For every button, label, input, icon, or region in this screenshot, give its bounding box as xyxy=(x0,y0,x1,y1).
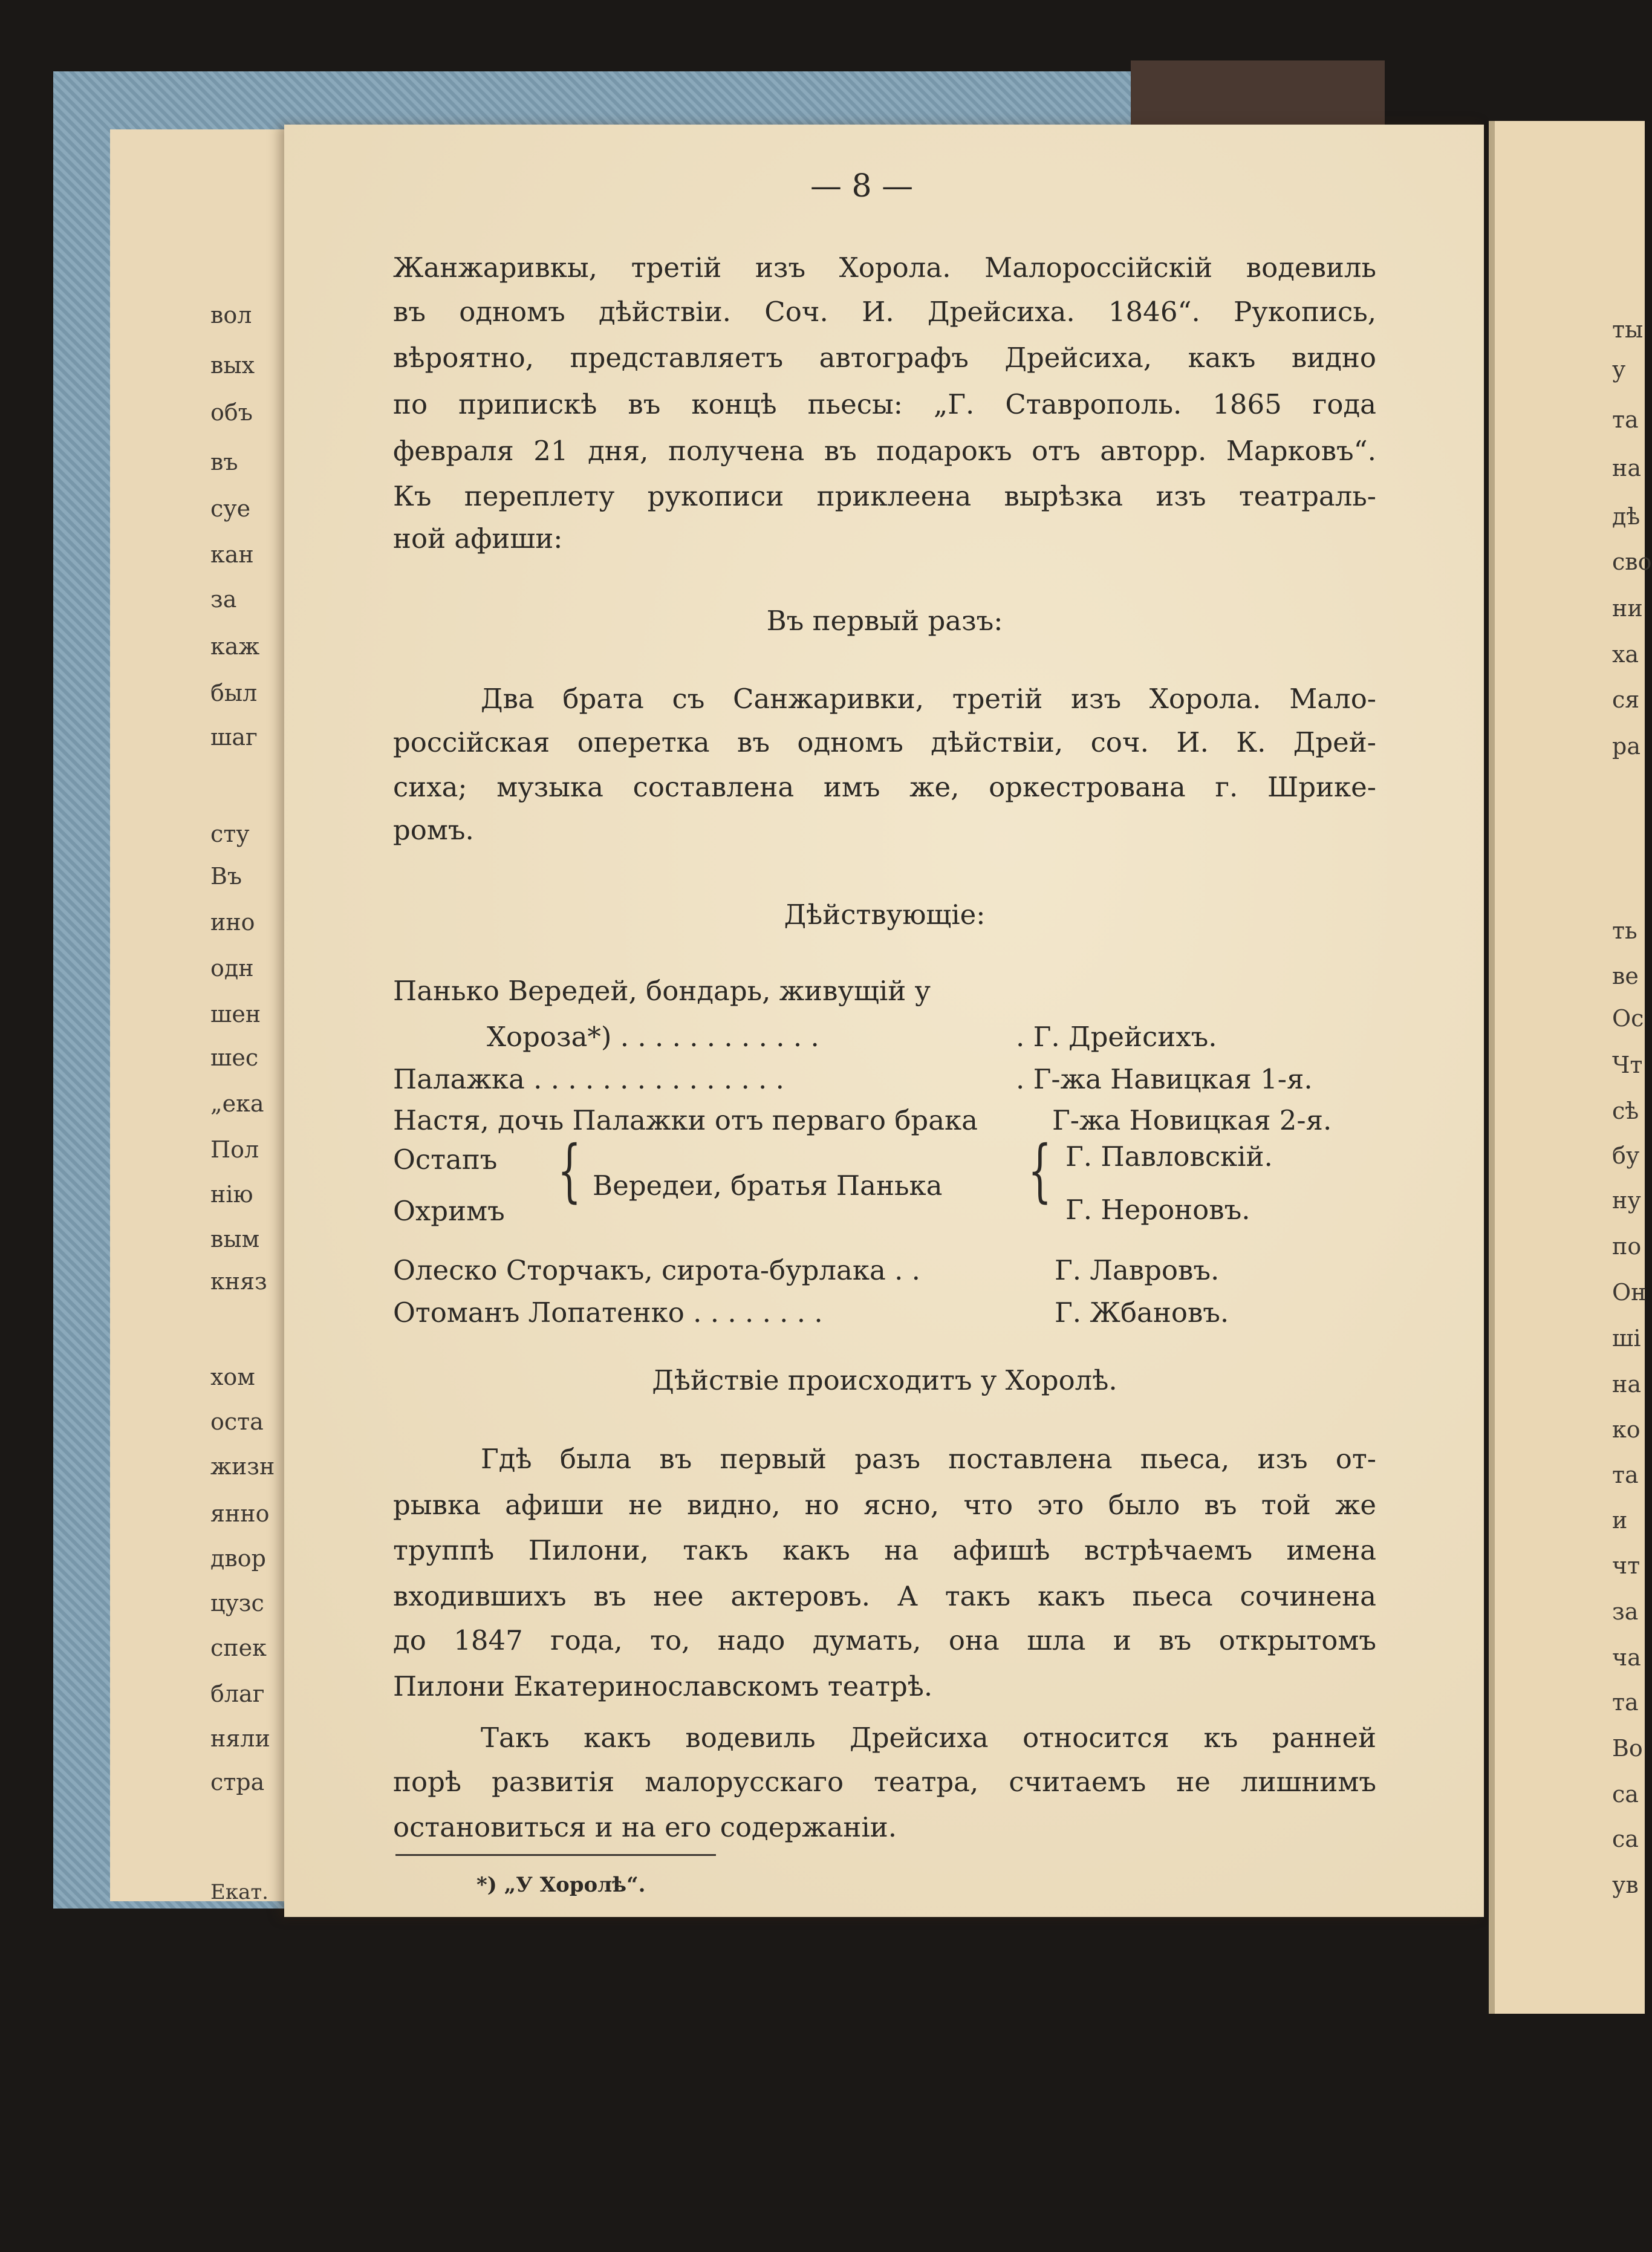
text-line: февраля 21 дня, получена въ подарокъ отъ авторр. Марковъ“. xyxy=(393,435,1376,467)
cast-actor: Г. Нероновъ. xyxy=(1065,1194,1250,1226)
right-fragment: на xyxy=(1612,1371,1641,1398)
right-fragment: чт xyxy=(1612,1552,1641,1579)
text-line: вѣроятно, представляетъ автографъ Дрейсиха, какъ видно xyxy=(393,342,1376,374)
text-line: до 1847 года, то, надо думать, она шла и въ открытомъ xyxy=(393,1624,1376,1656)
footnote: *) „У Хоролѣ“. xyxy=(476,1873,646,1897)
right-fragment: Ос xyxy=(1612,1005,1644,1032)
right-fragment: ни xyxy=(1612,595,1643,622)
left-fragment: жизн xyxy=(210,1453,275,1480)
text-line: Пилони Екатеринославскомъ театрѣ. xyxy=(393,1670,933,1702)
cast-actor: Г. Лавровъ. xyxy=(1055,1254,1220,1286)
cast-role: Палажка . . . . . . . . . . . . . . . xyxy=(393,1063,784,1095)
cast-role: Настя, дочь Палажки отъ перваго брака xyxy=(393,1104,978,1136)
left-fragment: объ xyxy=(210,399,253,426)
left-fragment: вым xyxy=(210,1226,260,1252)
left-fragment: шен xyxy=(210,1001,261,1027)
text-line: ромъ. xyxy=(393,814,474,846)
text-line: порѣ развитія малорусскаго театра, считаемъ не лишнимъ xyxy=(393,1766,1376,1798)
text-line: по припискѣ въ концѣ пьесы: „Г. Ставрополь. 1865 года xyxy=(393,388,1376,420)
left-fragment: ино xyxy=(210,909,255,936)
cast-role: Остапъ xyxy=(393,1144,498,1176)
cast-actor: . Г-жа Навицкая 1-я. xyxy=(1016,1063,1313,1095)
left-fragment: въ xyxy=(210,449,238,475)
text-line: остановиться и на его содержаніи. xyxy=(393,1811,897,1843)
right-fragment: за xyxy=(1612,1598,1639,1625)
left-fragment: княз xyxy=(210,1268,267,1295)
left-fragment: кан xyxy=(210,541,254,568)
left-fragment: хом xyxy=(210,1364,255,1390)
right-fragment: ты xyxy=(1612,316,1644,343)
left-fragment: за xyxy=(210,586,237,613)
left-fragment: янно xyxy=(210,1500,270,1527)
right-fragment: и xyxy=(1612,1507,1628,1534)
right-fragment: та xyxy=(1612,1689,1639,1716)
right-fragment: та xyxy=(1612,1462,1639,1488)
left-fragment: шес xyxy=(210,1044,259,1071)
left-fragment: суе xyxy=(210,495,251,522)
right-fragment: ув xyxy=(1612,1872,1639,1898)
cast-actor: . Г. Дрейсихъ. xyxy=(1016,1021,1217,1053)
left-fragment: стра xyxy=(210,1769,265,1795)
right-fragment: ча xyxy=(1612,1644,1641,1671)
left-fragment: оста xyxy=(210,1408,264,1435)
text-line: ной афиши: xyxy=(393,522,563,555)
left-fragment: сту xyxy=(210,821,250,847)
setting-line: Дѣйствіе происходитъ у Хоролѣ. xyxy=(652,1364,1117,1396)
right-brace: { xyxy=(1028,1131,1052,1210)
left-fragment: одн xyxy=(210,955,254,981)
left-fragment: Екат. xyxy=(210,1880,268,1904)
left-fragment: двор xyxy=(210,1545,266,1572)
right-fragment: ве xyxy=(1612,963,1639,989)
right-fragment: Во xyxy=(1612,1735,1643,1762)
left-fragment: шаг xyxy=(210,724,258,750)
text-line: россійская оперетка въ одномъ дѣйствіи, соч. И. К. Дрей- xyxy=(393,726,1376,758)
text-line: Два брата съ Санжаривки, третій изъ Хорола. Мало- xyxy=(481,683,1376,715)
text-line: рывка афиши не видно, но ясно, что это было въ той же xyxy=(393,1489,1376,1521)
right-fragment: ну xyxy=(1612,1187,1641,1214)
left-fragment: няли xyxy=(210,1725,270,1752)
right-fragment: у xyxy=(1612,356,1626,383)
right-fragment: ко xyxy=(1612,1416,1641,1443)
cast-role: Охримъ xyxy=(393,1195,505,1227)
left-fragment: нію xyxy=(210,1181,253,1208)
text-line: Къ переплету рукописи приклеена вырѣзка изъ театраль- xyxy=(393,480,1376,512)
cast-role: Отоманъ Лопатенко . . . . . . . . xyxy=(393,1297,823,1329)
left-fragment: был xyxy=(210,680,258,706)
right-fragment: ха xyxy=(1612,641,1639,668)
left-fragment: вол xyxy=(210,302,252,328)
right-fragment: сво xyxy=(1612,548,1652,575)
text-line: труппѣ Пилони, такъ какъ на афишѣ встрѣчаемъ имена xyxy=(393,1534,1376,1566)
left-fragment: „ека xyxy=(210,1090,264,1117)
cast-actor: Г. Павловскій. xyxy=(1065,1141,1273,1173)
text-line: Такъ какъ водевиль Дрейсиха относится къ ранней xyxy=(481,1722,1376,1754)
right-fragment: бу xyxy=(1612,1142,1640,1169)
cast-role: Хороза*) . . . . . . . . . . . . xyxy=(487,1021,819,1053)
right-fragment: дѣ xyxy=(1612,503,1641,530)
left-fragment: каж xyxy=(210,633,260,660)
cast-role: Олеско Сторчакъ, сирота-бурлака . . xyxy=(393,1254,920,1286)
text-line: въ одномъ дѣйствіи. Соч. И. Дрейсиха. 1846“. Рукопись, xyxy=(393,296,1376,328)
right-fragment: по xyxy=(1612,1233,1642,1260)
right-fragment: та xyxy=(1612,406,1639,433)
left-fragment: благ xyxy=(210,1681,265,1707)
right-fragment: Чт xyxy=(1612,1052,1643,1078)
right-fragment: са xyxy=(1612,1826,1639,1852)
right-fragment: ть xyxy=(1612,917,1637,944)
footnote-rule xyxy=(395,1854,716,1856)
left-brace: { xyxy=(558,1131,582,1210)
cast-actor: Г-жа Новицкая 2-я. xyxy=(1052,1104,1332,1136)
text-line: Жанжаривкы, третій изъ Хорола. Малороссійскій водевиль xyxy=(393,252,1376,284)
right-fragment: на xyxy=(1612,455,1641,481)
right-fragment: ся xyxy=(1612,686,1640,713)
right-fragment: ші xyxy=(1612,1325,1641,1352)
left-fragment: Пол xyxy=(210,1136,259,1163)
right-fragment: ра xyxy=(1612,733,1641,760)
text-line: Гдѣ была въ первый разъ поставлена пьеса, изъ от- xyxy=(481,1443,1376,1475)
right-fragment: Он xyxy=(1612,1279,1647,1306)
left-fragment: Въ xyxy=(210,863,242,890)
left-fragment: цузс xyxy=(210,1590,264,1616)
cast-actor: Г. Жбановъ. xyxy=(1055,1297,1229,1329)
right-fragment: са xyxy=(1612,1781,1639,1808)
right-fragment: сѣ xyxy=(1612,1098,1639,1124)
text-line: сиха; музыка составлена имъ же, оркестрована г. Шрике- xyxy=(393,771,1376,803)
cast-heading: Дѣйствующіе: xyxy=(784,899,986,931)
cast-role: Панько Вередей, бондарь, живущій у xyxy=(393,975,931,1007)
page-number: — 8 — xyxy=(810,168,914,204)
cast-group-label: Вередеи, братья Панька xyxy=(593,1170,943,1202)
left-fragment: спек xyxy=(210,1635,267,1661)
text-line: входившихъ въ нее актеровъ. А такъ какъ пьеса сочинена xyxy=(393,1580,1376,1612)
left-fragment: вых xyxy=(210,352,255,379)
poster-heading: Въ первый разъ: xyxy=(766,605,1003,637)
